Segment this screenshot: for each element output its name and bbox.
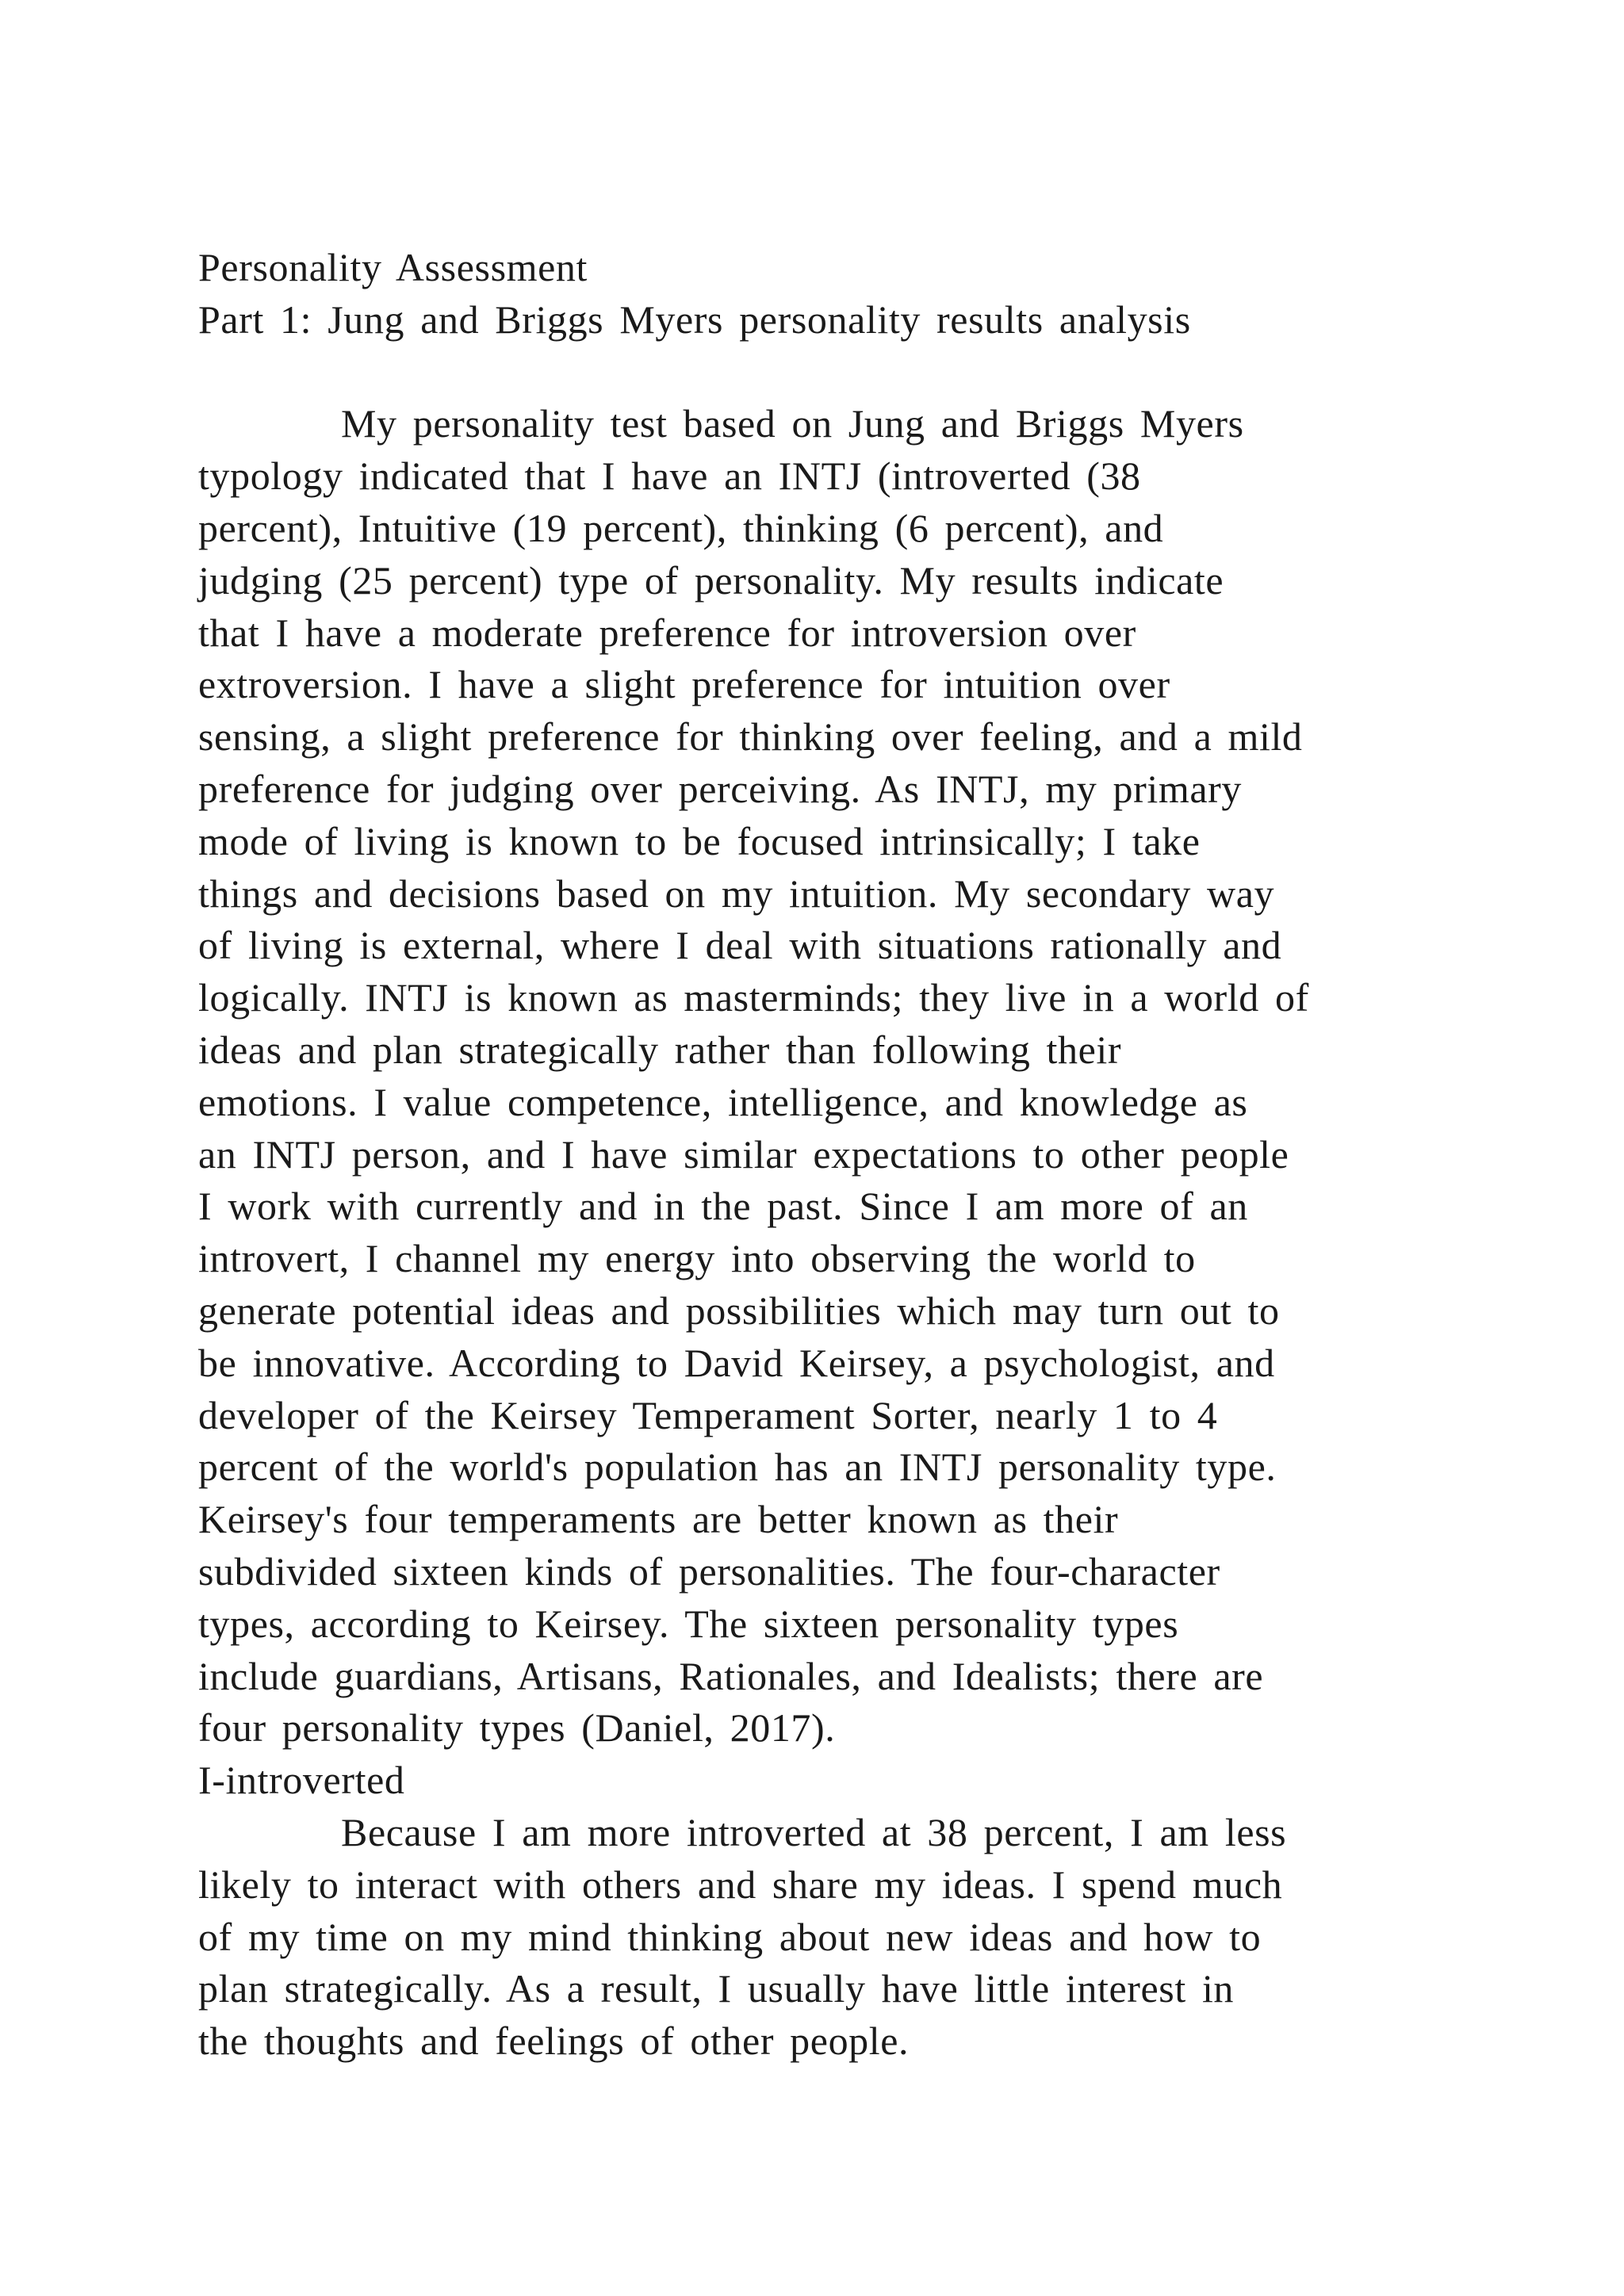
section-heading: I-introverted [198,1758,405,1803]
spacer [198,346,1451,399]
paragraph-line: judging (25 percent) type of personality. My results indicate [198,557,1224,603]
paragraph-line: be innovative. According to David Keirsey, a psychologist, and [198,1340,1275,1385]
paragraph-line: developer of the Keirsey Temperament Sorter, nearly 1 to 4 [198,1392,1218,1437]
document-subtitle: Part 1: Jung and Briggs Myers personality results analysis [198,297,1191,342]
paragraph-line: subdivided sixteen kinds of personalities. The four-character [198,1548,1220,1594]
paragraph-line: sensing, a slight preference for thinking over feeling, and a mild [198,714,1303,760]
paragraph-line: of living is external, where I deal with situations rationally and [198,923,1282,968]
paragraph-line: logically. INTJ is known as masterminds; they live in a world of [198,975,1309,1020]
paragraph-2 [198,1807,1451,2068]
paragraph-line: ideas and plan strategically rather than following their [198,1027,1122,1072]
paragraph-line: mode of living is known to be focused intrinsically; I take [198,818,1201,863]
paragraph-line: things and decisions based on my intuition. My secondary way [198,871,1275,916]
paragraph-line: I work with currently and in the past. Since I am more of an [198,1184,1248,1229]
paragraph-line: introvert, I channel my energy into observing the world to [198,1236,1196,1281]
paragraph-line: types, according to Keirsey. The sixteen personality types [198,1601,1179,1646]
paragraph-line: of my time on my mind thinking about new ideas and how to [198,1914,1262,1959]
paragraph-line: percent of the world's population has an INTJ personality type. [198,1445,1277,1490]
paragraph-line: plan strategically. As a result, I usually have little interest in [198,1966,1235,2011]
paragraph-line: Keirsey's four temperaments are better known as their [198,1497,1119,1542]
paragraph-1 [198,398,1451,1755]
document-body [198,242,1451,2068]
paragraph-line: four personality types (Daniel, 2017). [198,1705,836,1751]
paragraph-line: extroversion. I have a slight preference for intuition over [198,662,1170,707]
paragraph-line: typology indicated that I have an INTJ (introverted (38 [198,453,1141,499]
paragraph-line: percent), Intuitive (19 percent), thinking (6 percent), and [198,505,1164,550]
paragraph-line: emotions. I value competence, intelligence, and knowledge as [198,1079,1248,1124]
paragraph-line: likely to interact with others and share my ideas. I spend much [198,1862,1283,1907]
document-title: Personality Assessment [198,245,588,289]
paragraph-line: that I have a moderate preference for introversion over [198,610,1136,655]
paragraph-line: My personality test based on Jung and Briggs Myers [341,401,1244,446]
paragraph-line: an INTJ person, and I have similar expectations to other people [198,1131,1289,1177]
paragraph-line: generate potential ideas and possibilities which may turn out to [198,1288,1280,1333]
paragraph-line: Because I am more introverted at 38 percent, I am less [341,1809,1287,1854]
paragraph-line: the thoughts and feelings of other people. [198,2019,910,2064]
paragraph-line: preference for judging over perceiving. As INTJ, my primary [198,766,1242,811]
paragraph-line: include guardians, Artisans, Rationales, and Idealists; there are [198,1653,1264,1698]
